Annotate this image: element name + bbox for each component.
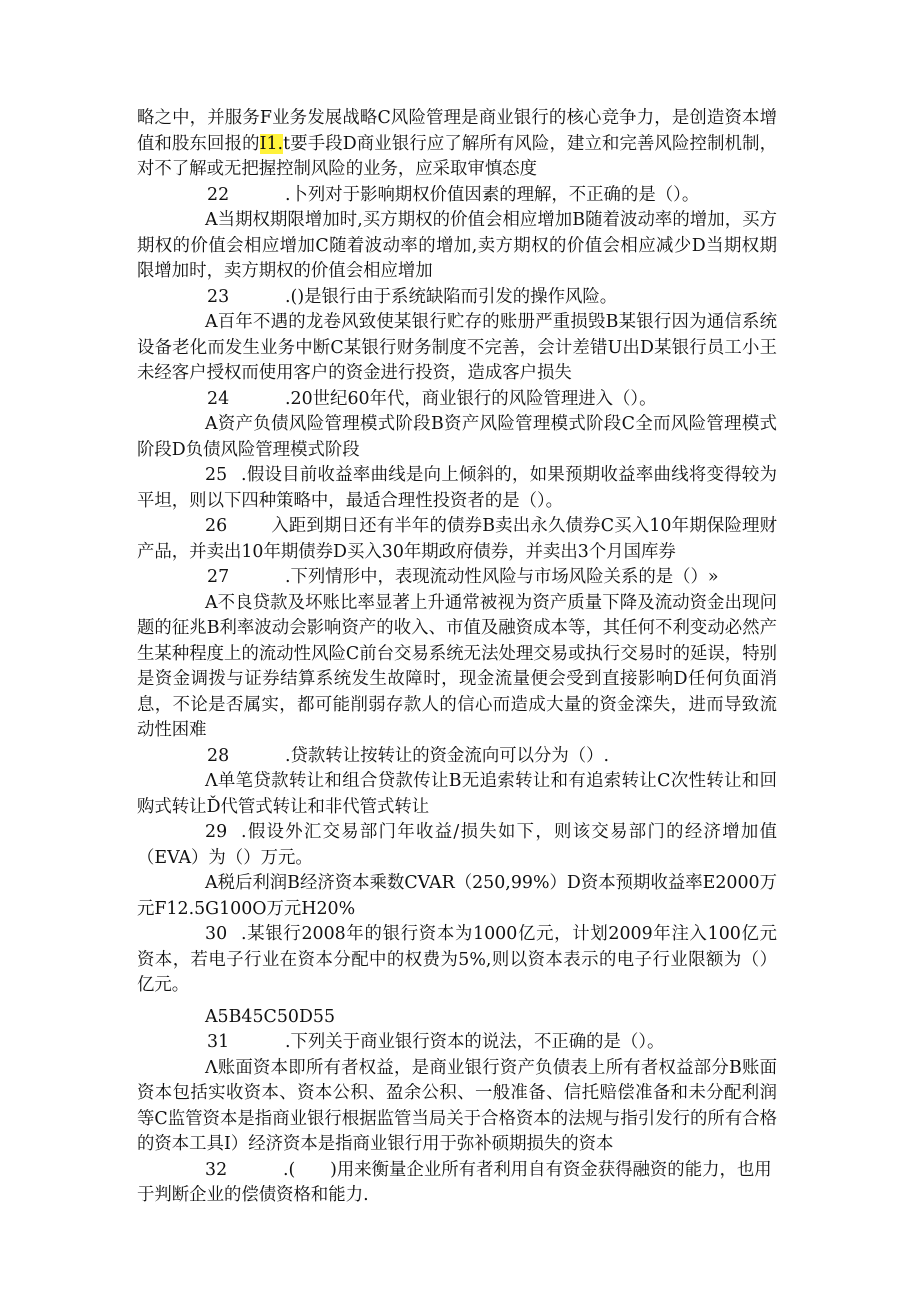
question-30-options: A5B45C50D55 xyxy=(205,1006,336,1027)
question-number: 23 xyxy=(207,286,230,307)
question-number: 22 xyxy=(207,184,230,205)
highlighted-text: I1. xyxy=(259,133,284,154)
question-number: 28 xyxy=(207,745,230,766)
question-number: 31 xyxy=(207,1032,230,1052)
intro-text-a: 略之中，并服务F业务发展战略C风险管理是商业银行的核心竞争力，是创造资本增值和股东回报的 xyxy=(137,108,777,154)
question-number: 29 xyxy=(205,822,228,842)
question-number: 30 xyxy=(205,924,228,944)
question-27-stem: 27 .下列情形中，表现流动性风险与市场风险关系的是（）» xyxy=(137,565,777,591)
question-31-options: Λ账面资本即所有者权益，是商业银行资产负债表上所有者权益部分B账面资本包括实收资本、资本公积、盈余公积、一般准备、信托赔偿准备和未分配利润等C监管资本是指商业银行根据监管当局关于合格资本的法规与指引发行的所有合格的资本工具I）经济资本是指商业银行用于弥补硕期损失的资本 xyxy=(137,1057,777,1154)
question-22-stem: 22 .卜列对于影响期权价值因素的理解，不正确的是（）。 xyxy=(137,183,777,209)
question-22-options: A当期权期限增加时,买方期权的价值会相应增加B随着波动率的增加，买方期权的价值会相应增加C随着波动率的增加,卖方期权的价值会相应减少D当期权期限增加时，卖方期权的价值会相应增加 xyxy=(137,210,777,281)
question-number: 32 xyxy=(205,1159,228,1180)
question-32-continuation: 于判断企业的偿债资格和能力. xyxy=(137,1185,369,1205)
question-30: 30 .某银行2008年的银行资本为1000亿元，计划2009年注入100亿元资本，若电子行业在资本分配中的权费为5%,则以资本表示的电子行业限额为（）亿元。 xyxy=(137,924,777,995)
question-32: 32 .( )用来衡量企业所有者利用自有资金获得融资的能力，也用 xyxy=(137,1158,777,1184)
question-31-stem: 31 .下列关于商业银行资本的说法，不正确的是（）。 xyxy=(137,1030,777,1056)
question-25: 25 .假设目前收益率曲线是向上倾斜的，如果预期收益率曲线将变得较为平坦，则以下四种策略中，最适合理性投资者的是（）。 xyxy=(137,465,777,511)
question-number: 24 xyxy=(207,388,230,409)
question-24-options: A资产负债风险管理模式阶段B资产风险管理模式阶段C全而风险管理模式阶段D负债风险管理模式阶段 xyxy=(137,414,777,460)
intro-paragraph xyxy=(137,106,777,183)
question-number: 25 xyxy=(205,465,228,485)
question-26: 26 入距到期日还有半年的债券B卖出永久债券C买入10年期保险理财产品，并卖出10年期债券D买入30年期政府债券，并卖出3个月国库券 xyxy=(137,516,777,562)
question-23-stem: 23 .()是银行由于系统缺陷而引发的操作风险。 xyxy=(137,285,777,311)
question-29-options: A税后利润B经济资本乘数CVAR（250,99%）D资本预期收益率E2000万元F12.5G100O万元H20% xyxy=(137,873,777,919)
question-number: 27 xyxy=(207,567,230,587)
document-page xyxy=(137,106,777,1209)
question-24-stem: 24 .20世纪60年代，商业银行的风险管理进入（）。 xyxy=(137,387,777,413)
question-28-stem: 28 .贷款转让按转让的资金流向可以分为（）. xyxy=(137,744,777,770)
question-23-options: A百年不遇的龙卷风致使某银行贮存的账册严重损毁B某银行因为通信系统设备老化而发生业务中断C某银行财务制度不完善，会计差错U出D某银行员工小王未经客户授权而使用客户的资金进行投资，造成客户损失 xyxy=(137,312,777,383)
question-29: 29 .假设外汇交易部门年收益/损失如下，则该交易部门的经济增加值（EVA）为（）万元。 xyxy=(137,822,777,868)
intro-text-b: t要手段D商业银行应了解所有风险，建立和完善风险控制机制，对不了解或无把握控制风险的业务，应采取审慎态度 xyxy=(137,133,777,179)
question-27-options: A不良贷款及坏账比率显著上升通常被视为资产质量下降及流动资金出现问题的征兆B利率波动会影响资产的收入、市值及融资成本等，其任何不利变动必然产生某种程度上的流动性风险C前台交易系统无法处理交易或执行交易时的延误，特别是资金调拨与证券结算系统发生故障时，现金流量便会受到直接影响D任何负面消息，不论是否属实，都可能削弱存款人的信心而造成大量的资金滦失，进而导致流动性困难 xyxy=(137,592,777,740)
question-28-options: Λ单笔贷款转让和组合贷款传让B无追索转让和有追索转让C次性转让和回购式转让Ď代管式转让和非代管式转让 xyxy=(137,771,777,817)
question-number: 26 xyxy=(205,516,228,536)
